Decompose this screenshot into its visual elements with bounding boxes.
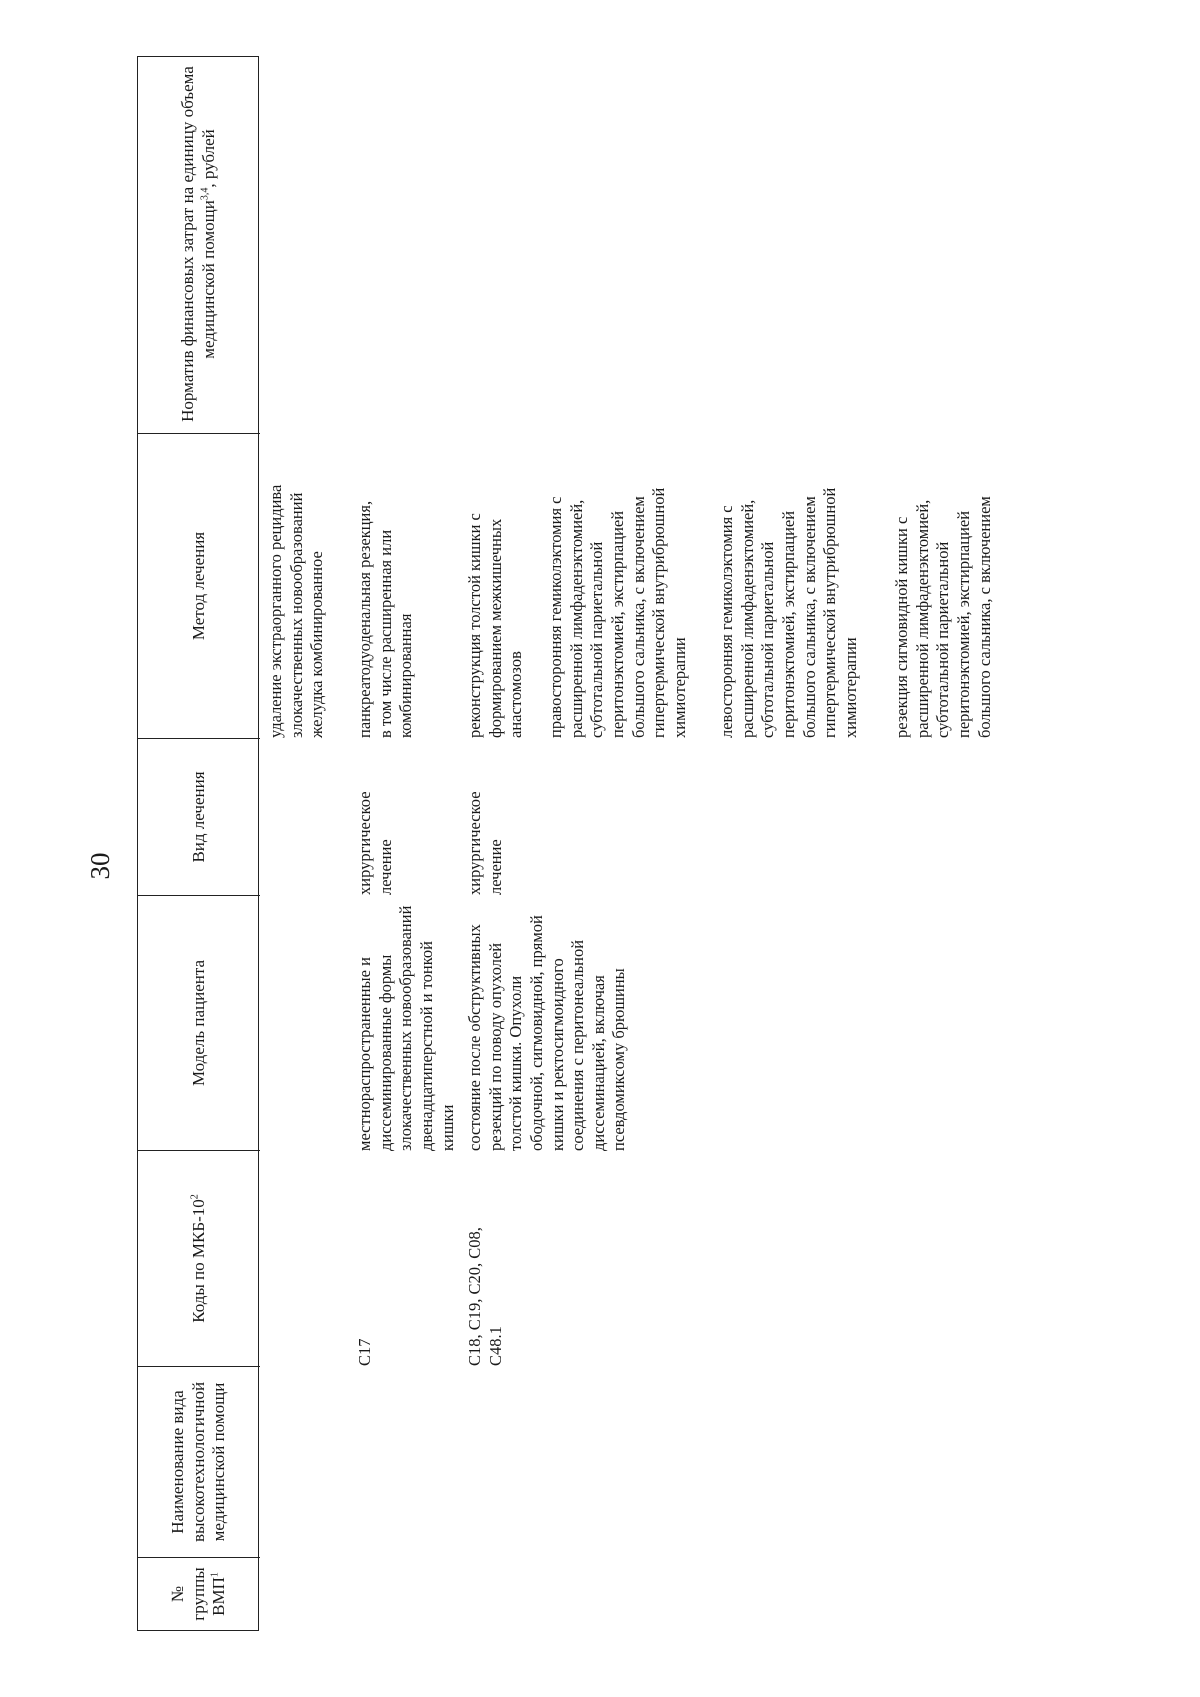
header-treatment-type: Вид лечения: [138, 738, 260, 895]
row3-type: хирургическое лечение: [465, 791, 505, 895]
header-treatment-method: Метод лечения: [138, 433, 260, 738]
header-group-number: № группы ВМП$^1$: [138, 1557, 260, 1630]
table-header: [137, 56, 259, 1631]
row6-method: резекция сигмовидной кишки с расширенной лимфаденэктомией, субтотальной париетальной перитонэктомией, экстирпацией большого сальника, с включением: [892, 496, 994, 738]
row5-method: левосторонняя гемиколэктомия с расширенной лимфаденэктомией, субтотальной париетальной перитонэктомией, экстирпацией большого сальника, с включением гипертермической внутрибрюшной химиотерапии: [717, 487, 860, 738]
page-number: 30: [85, 852, 115, 880]
row2-model: местнораспространенные и диссеминированные формы злокачественных новообразований двенадцатиперстной и тонкой кишки: [355, 905, 457, 1151]
row3-method: реконструкция толстой кишки с формированием межкишечных анастомозов: [465, 513, 526, 738]
header-icd-codes: Коды по МКБ-$10^2$: [138, 1150, 260, 1366]
row2-method: панкреатодуоденальная резекция, в том числе расширенная или комбинированная: [355, 500, 416, 738]
header-patient-model: Модель пациента: [138, 895, 260, 1150]
rotated-table: [137, 56, 1137, 1631]
row3-codes: C18, C19, C20, C08, C48.1: [465, 1227, 505, 1366]
row2-type: хирургическое лечение: [355, 791, 395, 895]
row2-codes: C17: [355, 1338, 374, 1366]
row1-method: удаление экстраорганного рецидива злокачественных новообразований желудка комбинированное: [266, 484, 327, 738]
row4-method: правосторонняя гемиколэктомия с расширенной лимфаденэктомией, субтотальной париетальной перитонэктомией, экстирпацией большого сальника, с включением гипертермической внутрибрюшной химиотерапии: [546, 487, 689, 738]
header-care-type-name: Наименование вида высокотехнологичной медицинской помощи: [138, 1366, 260, 1557]
row3-model: состояние после обструктивных резекций по поводу опухолей толстой кишки. Опухоли ободочной, сигмовидной, прямой кишки и ректосигмоидного соединения с перитонеальной диссеминацией, включая псевдомиксому брюшины: [465, 915, 629, 1151]
header-cost-standard: Норматив финансовых затрат на единицу объема медицинской помощи$^{3,4}$, рублей: [178, 66, 218, 422]
